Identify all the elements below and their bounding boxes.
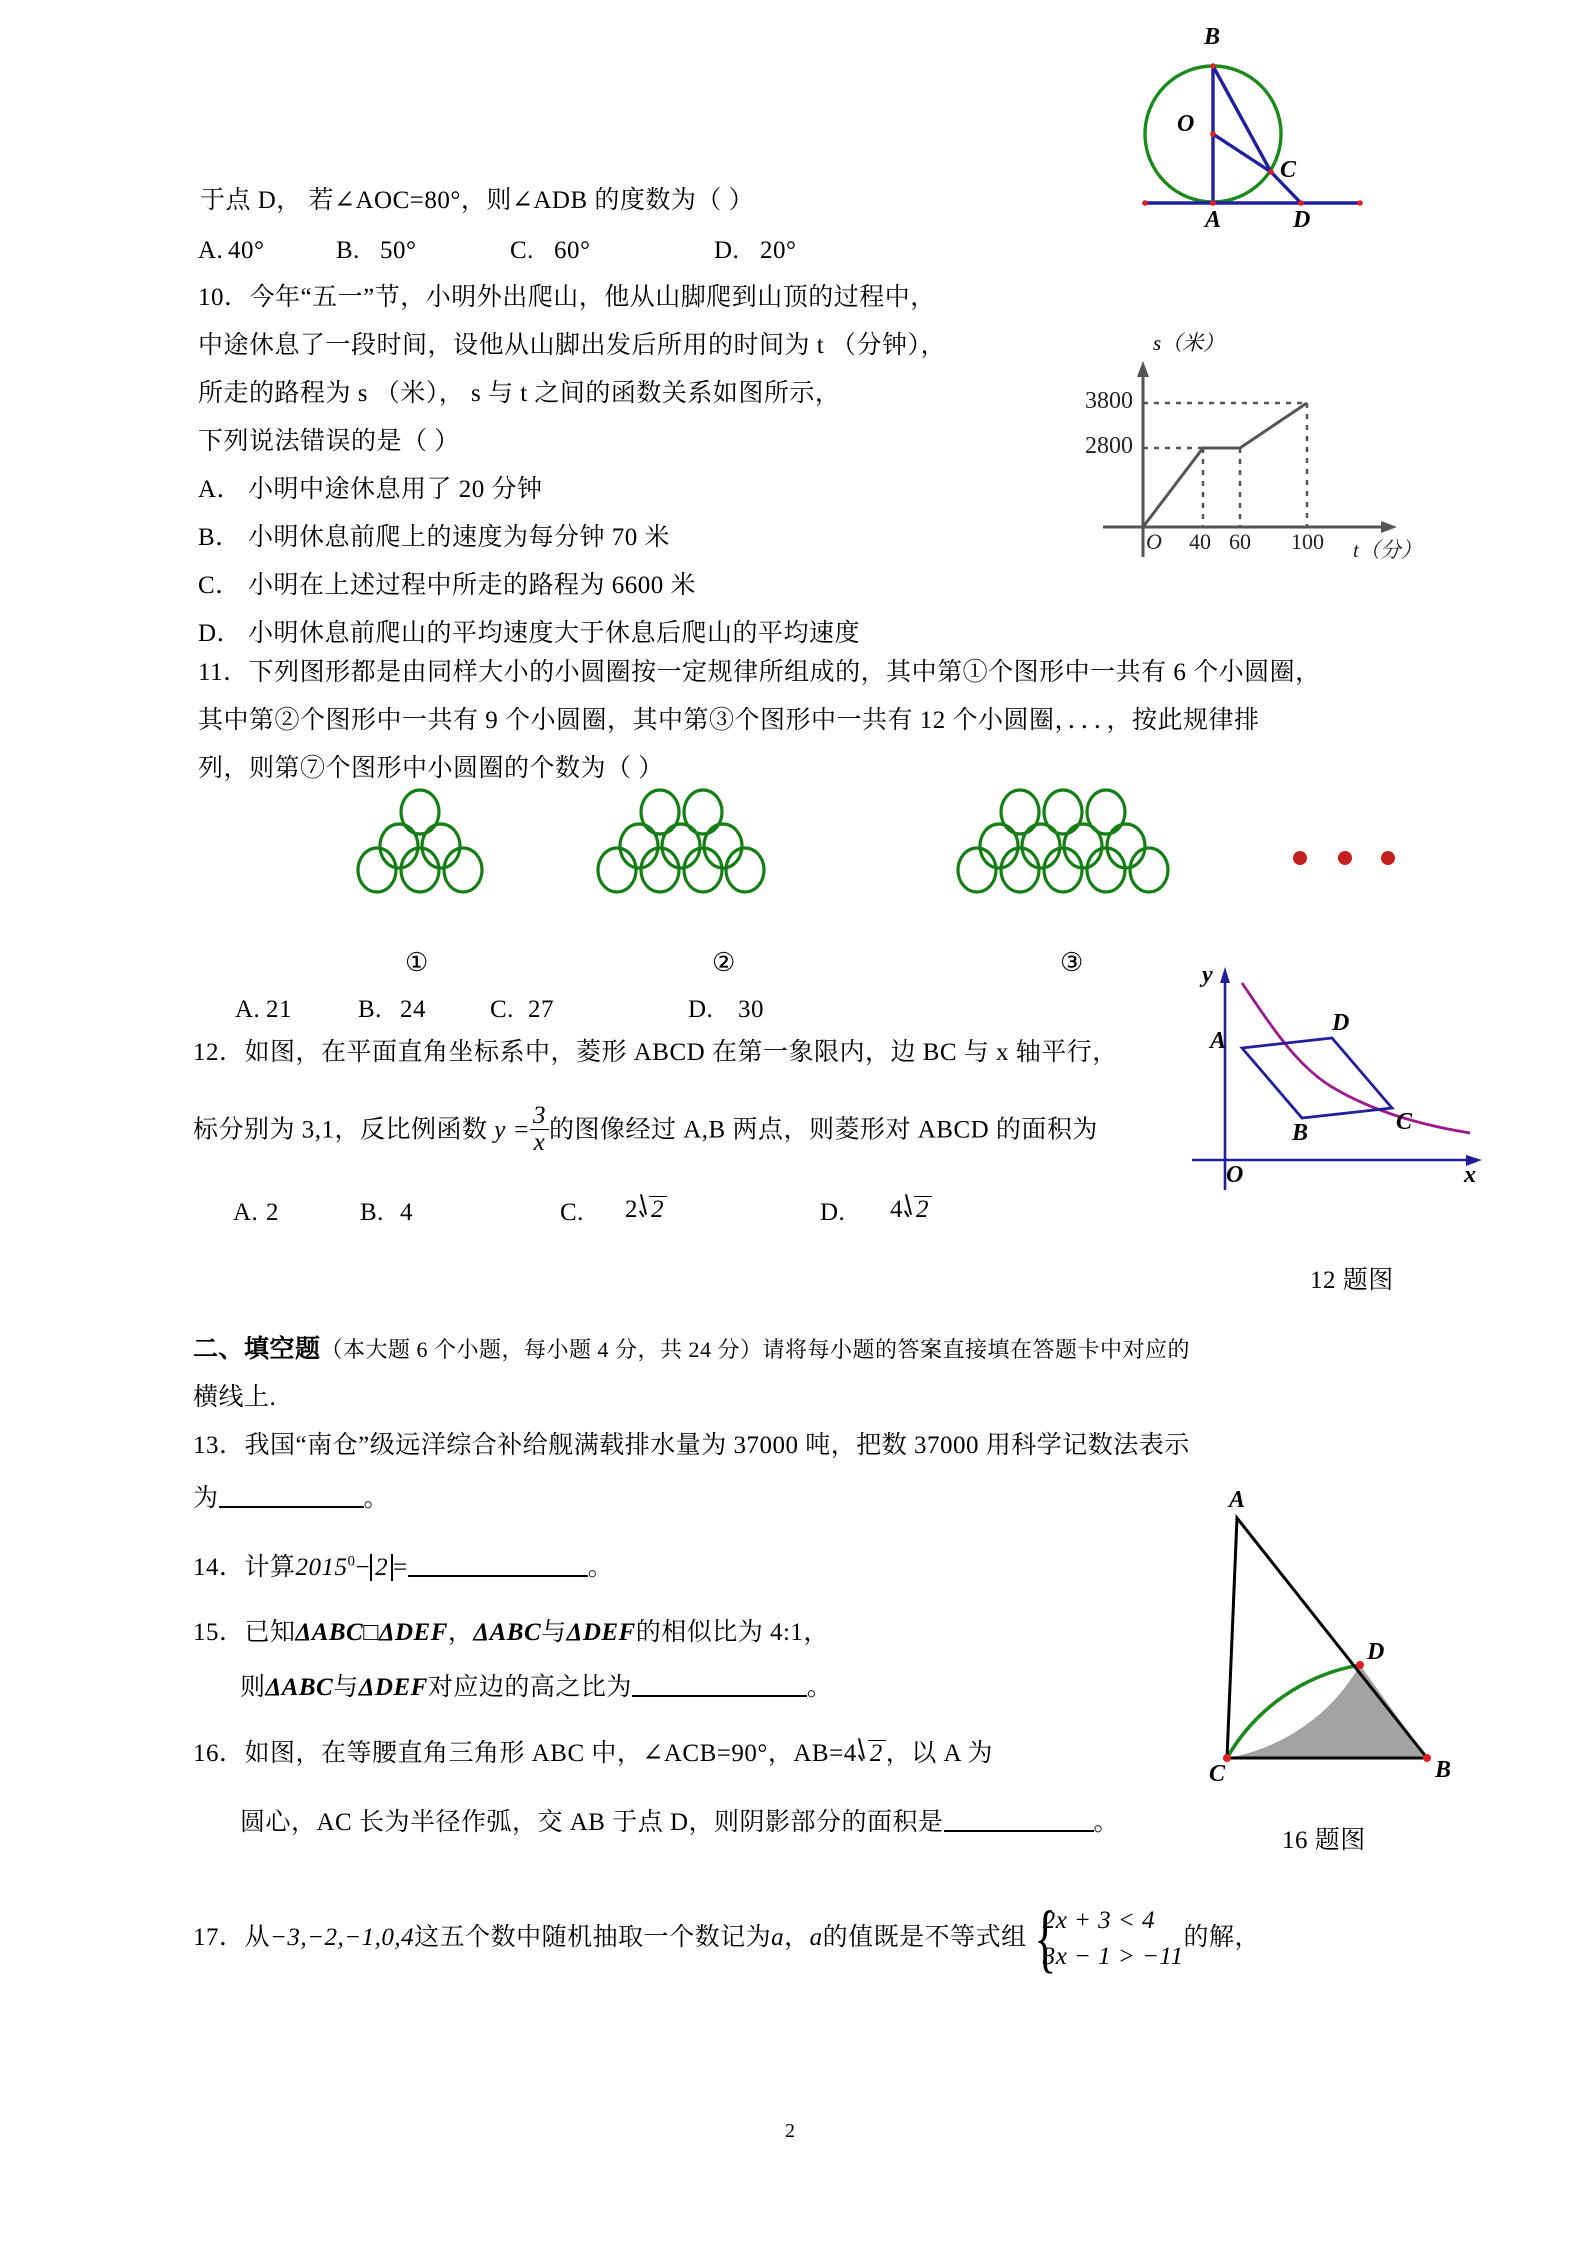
q10-option-d-text: 小明休息前爬山的平均速度大于休息后爬山的平均速度 xyxy=(248,620,861,647)
q10-chart-xtick-40: 40 xyxy=(1189,529,1211,554)
q12-option-d-radicand: 2 xyxy=(914,1196,932,1222)
q13-line-1: 13．我国“南仓”级远洋综合补给舰满载排水量为 37000 吨，把数 37000 用科学记数法表示 xyxy=(193,1432,1190,1459)
q10-option-a-text: 小明中途休息用了 20 分钟 xyxy=(248,476,543,503)
q10-option-b-label: B． xyxy=(198,524,241,551)
q15-line2-suffix: 。 xyxy=(806,1674,833,1701)
q16-label-B: B xyxy=(1435,1757,1452,1783)
q13-line-2 xyxy=(193,1481,389,1511)
q12-axis-label-y: y xyxy=(1202,962,1213,988)
section2-desc: （本大题 6 个小题，每小题 4 分，共 24 分）请将每小题的答案直接填在答题卡中对应的 xyxy=(320,1337,1191,1362)
q12-option-a-label: A. xyxy=(233,1199,259,1226)
q9-option-b-label: B. xyxy=(336,237,360,264)
q17-variable-1: a xyxy=(771,1923,785,1951)
q15-triangle-def-3: ΔDEF xyxy=(358,1674,428,1701)
q14-answer-blank[interactable] xyxy=(408,1550,588,1577)
q16-answer-blank[interactable] xyxy=(944,1805,1094,1832)
q17-inequality-1: 2x + 3 < 4 xyxy=(1042,1907,1156,1934)
q12-axis-label-origin: O xyxy=(1226,1162,1244,1188)
q9-label-C: C xyxy=(1280,157,1297,183)
q15-similar-symbol: □ xyxy=(363,1619,379,1646)
q17-prefix: 17．从 xyxy=(193,1923,271,1951)
q16-line-2 xyxy=(240,1805,1119,1835)
q10-option-c-text: 小明在上述过程中所走的路程为 6600 米 xyxy=(248,572,697,599)
q11-pattern-figure-1 xyxy=(355,790,485,895)
q12-label-A: A xyxy=(1210,1028,1227,1054)
q9-label-D: D xyxy=(1293,207,1311,233)
section2-desc-2: 横线上. xyxy=(193,1384,277,1411)
q14-prefix: 14．计算 xyxy=(193,1554,296,1581)
q16-label-D: D xyxy=(1367,1639,1385,1665)
q14-base: 2015 xyxy=(295,1554,348,1581)
q9-label-B: B xyxy=(1204,24,1221,50)
q11-option-a-label: A. xyxy=(235,996,261,1023)
q12-option-c-label: C. xyxy=(560,1199,584,1226)
q11-figure-label-1: ① xyxy=(405,948,429,977)
q16-figure-caption: 16 题图 xyxy=(1282,1827,1366,1854)
q12-option-c-sqrt xyxy=(638,1196,667,1222)
q15-line-2 xyxy=(240,1670,832,1700)
q9-stem-tail: 于点 D， 若∠AOC=80°，则∠ADB 的度数为（ ） xyxy=(200,187,755,214)
q15-sep-2: 与 xyxy=(541,1619,567,1646)
q12-option-c-coefficient: 2 xyxy=(625,1196,638,1223)
q12-option-c-radicand: 2 xyxy=(649,1196,667,1222)
q9-circle-figure xyxy=(1105,24,1405,233)
q16-label-A: A xyxy=(1229,1487,1246,1513)
q12-option-a-text: 2 xyxy=(266,1199,279,1226)
q15-triangle-abc-2: ΔABC xyxy=(473,1619,542,1646)
q12-line-1: 12．如图，在平面直角坐标系中，菱形 ABCD 在第一象限内，边 BC 与 x 轴平行， xyxy=(193,1039,1118,1066)
q17-line xyxy=(193,1896,1261,1981)
q11-line-2: 其中第②个图形中一共有 9 个小圆圈，其中第③个图形中一共有 12 个小圆圈，．．．，按此规律排 xyxy=(198,707,1260,734)
q11-pattern-figure-2 xyxy=(595,790,770,895)
q11-option-d-label: D. xyxy=(688,996,714,1023)
q15-line2-sep: 与 xyxy=(333,1674,359,1701)
q16-line-1 xyxy=(193,1740,993,1766)
q9-option-d-label: D. xyxy=(714,237,740,264)
q16-radicand: 2 xyxy=(868,1740,886,1766)
q12-fraction xyxy=(530,1103,549,1157)
q10-line-3: 所走的路程为 s （米）， s 与 t 之间的函数关系如图所示， xyxy=(198,380,841,407)
q12-option-d-sqrt xyxy=(903,1196,932,1222)
q9-option-a-text: 40° xyxy=(228,237,265,264)
q12-axis-label-x: x xyxy=(1464,1162,1476,1188)
q12-fraction-numerator: 3 xyxy=(530,1103,549,1130)
q16-line1-suffix: ，以 A 为 xyxy=(885,1740,993,1767)
q12-rhombus-figure xyxy=(1180,955,1490,1205)
q11-line-3: 列，则第⑦个图形中小圆圈的个数为（ ） xyxy=(198,755,664,782)
q10-chart-xlabel: t（分） xyxy=(1353,538,1422,562)
q12-option-c-value xyxy=(625,1196,667,1222)
q12-fraction-denominator: x xyxy=(533,1129,546,1157)
q16-triangle-figure xyxy=(1185,1487,1475,1787)
q14-equals: = xyxy=(393,1554,408,1581)
q14-absolute-value: 2 xyxy=(370,1554,393,1581)
q12-equation-lhs: y = xyxy=(494,1116,530,1144)
q10-chart-ytick-3800: 3800 xyxy=(1085,388,1133,414)
q17-inequality-system xyxy=(1027,1896,1184,1981)
q16-sqrt xyxy=(857,1740,886,1766)
q10-option-d-label: D． xyxy=(198,620,243,647)
q15-triangle-def-2: ΔDEF xyxy=(566,1619,636,1646)
q12-line-2 xyxy=(193,1102,1098,1159)
q14-exponent: 0 xyxy=(347,1553,356,1570)
q10-option-a-label: A． xyxy=(198,476,243,503)
q11-ellipsis-dots xyxy=(1290,848,1400,868)
q10-line-1: 10．今年“五一”节，小明外出爬山，他从山脚爬到山顶的过程中， xyxy=(198,284,936,311)
q10-chart-ylabel: s（米） xyxy=(1153,331,1225,355)
q17-brace: { xyxy=(1034,1896,1057,1981)
q12-label-D: D xyxy=(1332,1010,1350,1036)
q10-line-2: 中途休息了一段时间，设他从山脚出发后所用的时间为 t （分钟）， xyxy=(198,332,946,359)
q9-option-c-text: 60° xyxy=(554,237,591,264)
q9-option-a-label: A. xyxy=(198,237,224,264)
q15-triangle-def-1: ΔDEF xyxy=(378,1619,448,1646)
q14-suffix: 。 xyxy=(587,1554,614,1581)
q14-line xyxy=(193,1550,613,1580)
q16-label-C: C xyxy=(1209,1761,1226,1787)
q11-line-1: 11．下列图形都是由同样大小的小圆圈按一定规律所组成的，其中第①个图形中一共有 6 个小圆圈， xyxy=(198,659,1321,686)
q9-label-O: O xyxy=(1177,111,1195,137)
q17-inequality-2: 3x − 1 > −11 xyxy=(1042,1943,1184,1971)
q15-line2-prefix: 则 xyxy=(240,1674,266,1701)
q17-mid-2: ， xyxy=(784,1923,810,1951)
q9-label-A: A xyxy=(1205,207,1222,233)
q10-chart-xtick-origin: O xyxy=(1146,529,1162,554)
q11-option-a-text: 21 xyxy=(266,996,292,1023)
q13-answer-blank[interactable] xyxy=(219,1481,364,1508)
q12-label-C: C xyxy=(1396,1109,1413,1135)
q15-triangle-abc-3: ΔABC xyxy=(265,1674,334,1701)
q12-option-d-label: D. xyxy=(820,1199,846,1226)
q17-numbers: −3,−2,−1,0,4 xyxy=(270,1923,415,1951)
q10-chart-xtick-60: 60 xyxy=(1229,529,1251,554)
q15-sep-1: ， xyxy=(447,1619,474,1646)
q15-line-1 xyxy=(193,1620,829,1645)
q12-line2-suffix: 的图像经过 A,B 两点，则菱形对 ABCD 的面积为 xyxy=(548,1116,1098,1144)
q15-triangle-abc-1: ΔABC xyxy=(295,1619,364,1646)
q11-figure-label-2: ② xyxy=(712,948,736,977)
q17-mid-1: 这五个数中随机抽取一个数记为 xyxy=(414,1923,772,1951)
q16-line2-suffix: 。 xyxy=(1093,1809,1120,1836)
q12-label-B: B xyxy=(1292,1120,1309,1146)
q10-option-c-label: C． xyxy=(198,572,241,599)
q15-prefix: 15．已知 xyxy=(193,1619,296,1646)
q11-pattern-figure-3 xyxy=(955,790,1175,895)
q12-option-d-value xyxy=(890,1196,932,1222)
q11-option-b-label: B. xyxy=(358,996,382,1023)
q14-minus-sign: − xyxy=(355,1554,371,1581)
q15-ratio-text: 的相似比为 4:1， xyxy=(635,1619,829,1646)
q15-answer-blank[interactable] xyxy=(632,1670,807,1697)
q12-line2-prefix: 标分别为 3,1，反比例函数 xyxy=(193,1116,495,1144)
page-number: 2 xyxy=(785,2120,795,2142)
q17-suffix: 的解， xyxy=(1183,1923,1261,1951)
q13-line2-suffix: 。 xyxy=(363,1485,390,1512)
q12-figure-caption: 12 题图 xyxy=(1310,1267,1394,1294)
q9-option-c-label: C. xyxy=(510,237,534,264)
q9-option-d-text: 20° xyxy=(760,237,797,264)
q9-option-b-text: 50° xyxy=(380,237,417,264)
q10-chart-xtick-100: 100 xyxy=(1291,529,1324,554)
q16-line1-prefix: 16．如图，在等腰直角三角形 ABC 中，∠ACB=90°，AB= xyxy=(193,1740,844,1767)
q10-option-b-text: 小明休息前爬上的速度为每分钟 70 米 xyxy=(248,524,671,551)
q17-variable-2: a xyxy=(809,1923,823,1951)
q10-st-chart xyxy=(1085,331,1422,580)
section2-heading xyxy=(193,1337,1190,1362)
q12-option-b-label: B. xyxy=(360,1199,384,1226)
q12-option-b-text: 4 xyxy=(400,1199,413,1226)
q11-option-c-label: C. xyxy=(490,996,514,1023)
q11-option-d-text: 30 xyxy=(738,996,764,1023)
section2-title: 二、填空题 xyxy=(193,1336,321,1363)
q13-line2-prefix: 为 xyxy=(193,1485,219,1512)
q12-option-d-coefficient: 4 xyxy=(890,1196,903,1223)
q11-figure-label-3: ③ xyxy=(1060,948,1084,977)
q16-coefficient: 4 xyxy=(843,1740,857,1767)
q10-chart-ytick-2800: 2800 xyxy=(1085,433,1133,459)
q17-mid-3: 的值既是不等式组 xyxy=(822,1923,1027,1951)
q15-line2-text: 对应边的高之比为 xyxy=(427,1674,632,1701)
q11-option-b-text: 24 xyxy=(400,996,426,1023)
q10-line-4: 下列说法错误的是（ ） xyxy=(198,428,460,455)
q11-option-c-text: 27 xyxy=(528,996,554,1023)
q16-line2-text: 圆心，AC 长为半径作弧，交 AB 于点 D，则阴影部分的面积是 xyxy=(240,1809,944,1836)
